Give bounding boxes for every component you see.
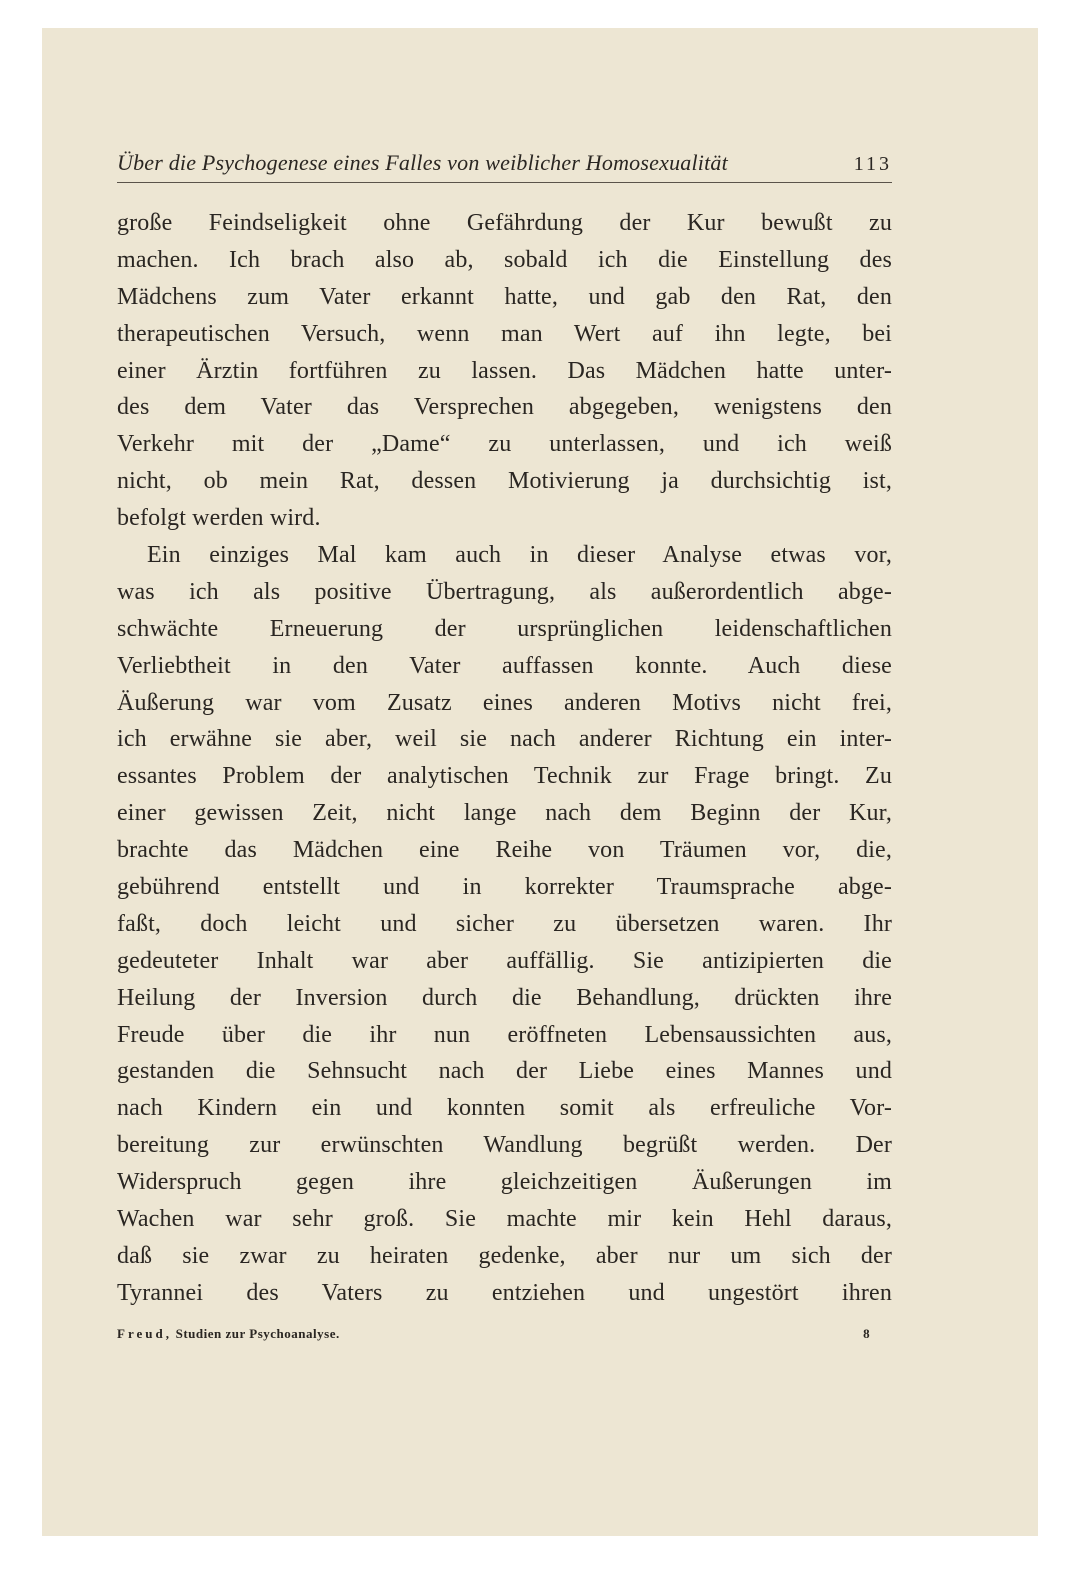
text-line: Heilung der Inversion durch die Behandlung, drückten ihre bbox=[117, 984, 892, 1011]
page-number: 113 bbox=[853, 153, 892, 175]
text-line: essantes Problem der analytischen Technik zur Frage bringt. Zu bbox=[117, 763, 892, 790]
text-line: bereitung zur erwünschten Wandlung begrüßt werden. Der bbox=[117, 1132, 892, 1159]
text-line: ich erwähne sie aber, weil sie nach anderer Richtung ein inter- bbox=[117, 726, 892, 753]
body-text bbox=[117, 205, 892, 1312]
footer-book-title: Studien zur Psychoanalyse. bbox=[175, 1325, 340, 1341]
page-footer bbox=[117, 1326, 892, 1342]
text-line: Verkehr mit der „Dame“ zu unterlassen, und ich weiß bbox=[117, 431, 892, 458]
text-line: Widerspruch gegen ihre gleichzeitigen Äußerungen im bbox=[117, 1169, 892, 1196]
text-line: einer gewissen Zeit, nicht lange nach dem Beginn der Kur, bbox=[117, 800, 892, 827]
text-line: Verliebtheit in den Vater auffassen konnte. Auch diese bbox=[117, 652, 892, 679]
running-header bbox=[117, 150, 892, 183]
text-line: machen. Ich brach also ab, sobald ich die Einstellung des bbox=[117, 246, 892, 273]
text-line: therapeutischen Versuch, wenn man Wert auf ihn legte, bei bbox=[117, 320, 892, 347]
page-content bbox=[117, 150, 892, 1342]
running-title: Über die Psychogenese eines Falles von weiblicher Homosexualität bbox=[117, 150, 728, 175]
text-line: Äußerung war vom Zusatz eines anderen Motivs nicht frei, bbox=[117, 689, 892, 716]
text-line: daß sie zwar zu heiraten gedenke, aber nur um sich der bbox=[117, 1242, 892, 1269]
text-line: Mädchens zum Vater erkannt hatte, und gab den Rat, den bbox=[117, 283, 892, 310]
text-line: gedeuteter Inhalt war aber auffällig. Sie antizipierten die bbox=[117, 947, 892, 974]
text-line: befolgt werden wird. bbox=[117, 505, 321, 532]
text-line: Freude über die ihr nun eröffneten Lebensaussichten aus, bbox=[117, 1021, 892, 1048]
text-line: des dem Vater das Versprechen abgegeben, wenigstens den bbox=[117, 394, 892, 421]
text-line: Tyrannei des Vaters zu entziehen und ungestört ihren bbox=[117, 1279, 892, 1306]
text-line: brachte das Mädchen eine Reihe von Träumen vor, die, bbox=[117, 837, 892, 864]
signature-mark: 8 bbox=[863, 1325, 870, 1341]
text-line: einer Ärztin fortführen zu lassen. Das Mädchen hatte unter- bbox=[117, 357, 892, 384]
text-line: große Feindseligkeit ohne Gefährdung der Kur bewußt zu bbox=[117, 210, 892, 236]
text-line: Wachen war sehr groß. Sie machte mir kein Hehl daraus, bbox=[117, 1206, 892, 1233]
text-line: gestanden die Sehnsucht nach der Liebe eines Mannes und bbox=[117, 1058, 892, 1085]
text-line: nach Kindern ein und konnten somit als erfreuliche Vor- bbox=[117, 1095, 892, 1122]
text-line: schwächte Erneuerung der ursprünglichen leidenschaftlichen bbox=[117, 615, 892, 642]
text-line: was ich als positive Übertragung, als außerordentlich abge- bbox=[117, 578, 892, 605]
text-line: Ein einziges Mal kam auch in dieser Analyse etwas vor, bbox=[147, 542, 892, 569]
text-line: faßt, doch leicht und sicher zu übersetzen waren. Ihr bbox=[117, 910, 892, 937]
text-line: nicht, ob mein Rat, dessen Motivierung ja durchsichtig ist, bbox=[117, 468, 892, 495]
text-line: gebührend entstellt und in korrekter Traumsprache abge- bbox=[117, 874, 892, 901]
footer-author: Freud, bbox=[117, 1325, 172, 1341]
